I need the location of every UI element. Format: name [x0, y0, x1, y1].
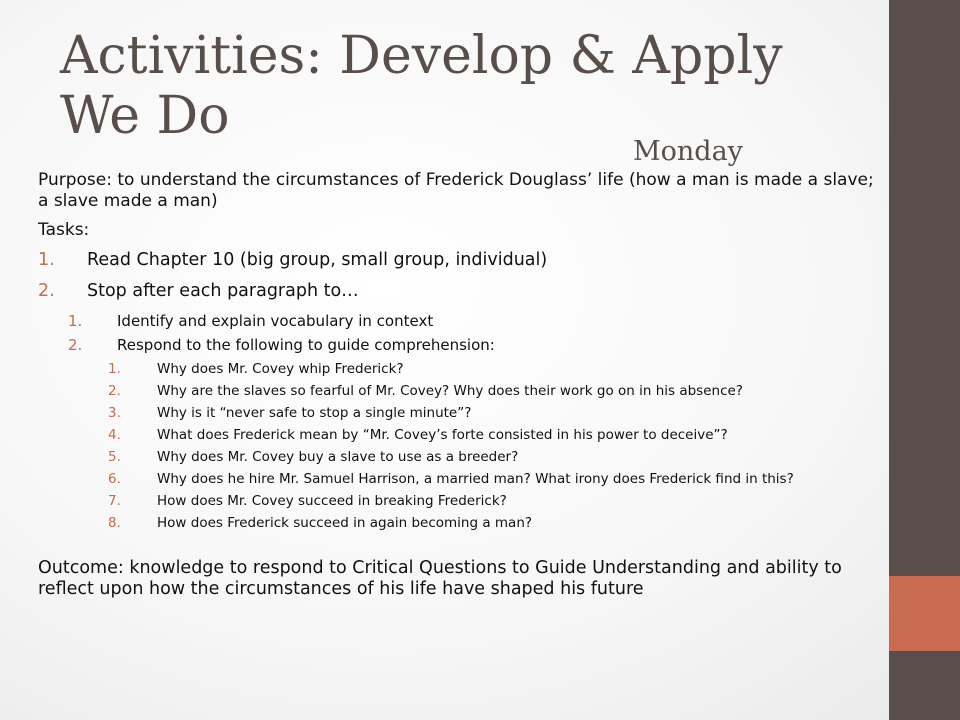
subtask-item — [38, 312, 878, 331]
question-text: Why is it “never safe to stop a single minute”? — [157, 405, 472, 421]
question-number: 7. — [108, 493, 121, 509]
title-day: Monday — [633, 136, 743, 167]
question-item — [38, 493, 878, 510]
question-text: Why does Mr. Covey buy a slave to use as a breeder? — [157, 449, 519, 465]
question-number: 8. — [108, 515, 121, 531]
task-number: 1. — [38, 250, 55, 270]
question-item — [38, 471, 878, 488]
question-text: Why are the slaves so fearful of Mr. Covey? Why does their work go on in his absence? — [157, 383, 743, 399]
slide-body — [38, 170, 878, 618]
question-item — [38, 383, 878, 400]
question-item — [38, 361, 878, 378]
question-text: How does Mr. Covey succeed in breaking Frederick? — [157, 493, 507, 509]
subtask-text: Respond to the following to guide comprehension: — [117, 336, 495, 354]
question-item — [38, 515, 878, 532]
subtask-item — [38, 336, 878, 532]
question-list — [108, 361, 878, 532]
question-text: Why does Mr. Covey whip Frederick? — [157, 361, 404, 377]
subtask-number: 2. — [68, 336, 83, 354]
outcome-text: Outcome: knowledge to respond to Critical Questions to Guide Understanding and ability to reflect upon how the circumstances of his life have shaped his future — [38, 558, 842, 599]
question-number: 3. — [108, 405, 121, 421]
tasks-label: Tasks: — [38, 220, 90, 240]
title-line-1: Activities: Develop & Apply — [60, 26, 783, 86]
subtask-list — [68, 312, 878, 532]
question-number: 2. — [108, 383, 121, 399]
task-text: Stop after each paragraph to… — [87, 281, 359, 301]
sidebar-accent-block — [889, 576, 960, 651]
task-list — [38, 249, 878, 532]
subtask-text: Identify and explain vocabulary in context — [117, 312, 434, 330]
task-number: 2. — [38, 281, 55, 301]
task-item — [38, 249, 878, 271]
question-item — [38, 449, 878, 466]
question-number: 4. — [108, 427, 121, 443]
question-number: 1. — [108, 361, 121, 377]
task-text: Read Chapter 10 (big group, small group, individual) — [87, 250, 548, 270]
question-item — [38, 427, 878, 444]
slide-title — [60, 26, 860, 167]
purpose-text: Purpose: to understand the circumstances of Frederick Douglass’ life (how a man is made a slave; a slave made a man) — [38, 170, 874, 211]
question-number: 6. — [108, 471, 121, 487]
task-item — [38, 280, 878, 532]
question-text: How does Frederick succeed in again becoming a man? — [157, 515, 533, 531]
subtask-number: 1. — [68, 312, 83, 330]
question-number: 5. — [108, 449, 121, 465]
question-text: Why does he hire Mr. Samuel Harrison, a married man? What irony does Frederick find in this? — [157, 471, 794, 487]
question-text: What does Frederick mean by “Mr. Covey’s forte consisted in his power to deceive”? — [157, 427, 728, 443]
title-line-2: We Do — [60, 86, 230, 146]
question-item — [38, 405, 878, 422]
